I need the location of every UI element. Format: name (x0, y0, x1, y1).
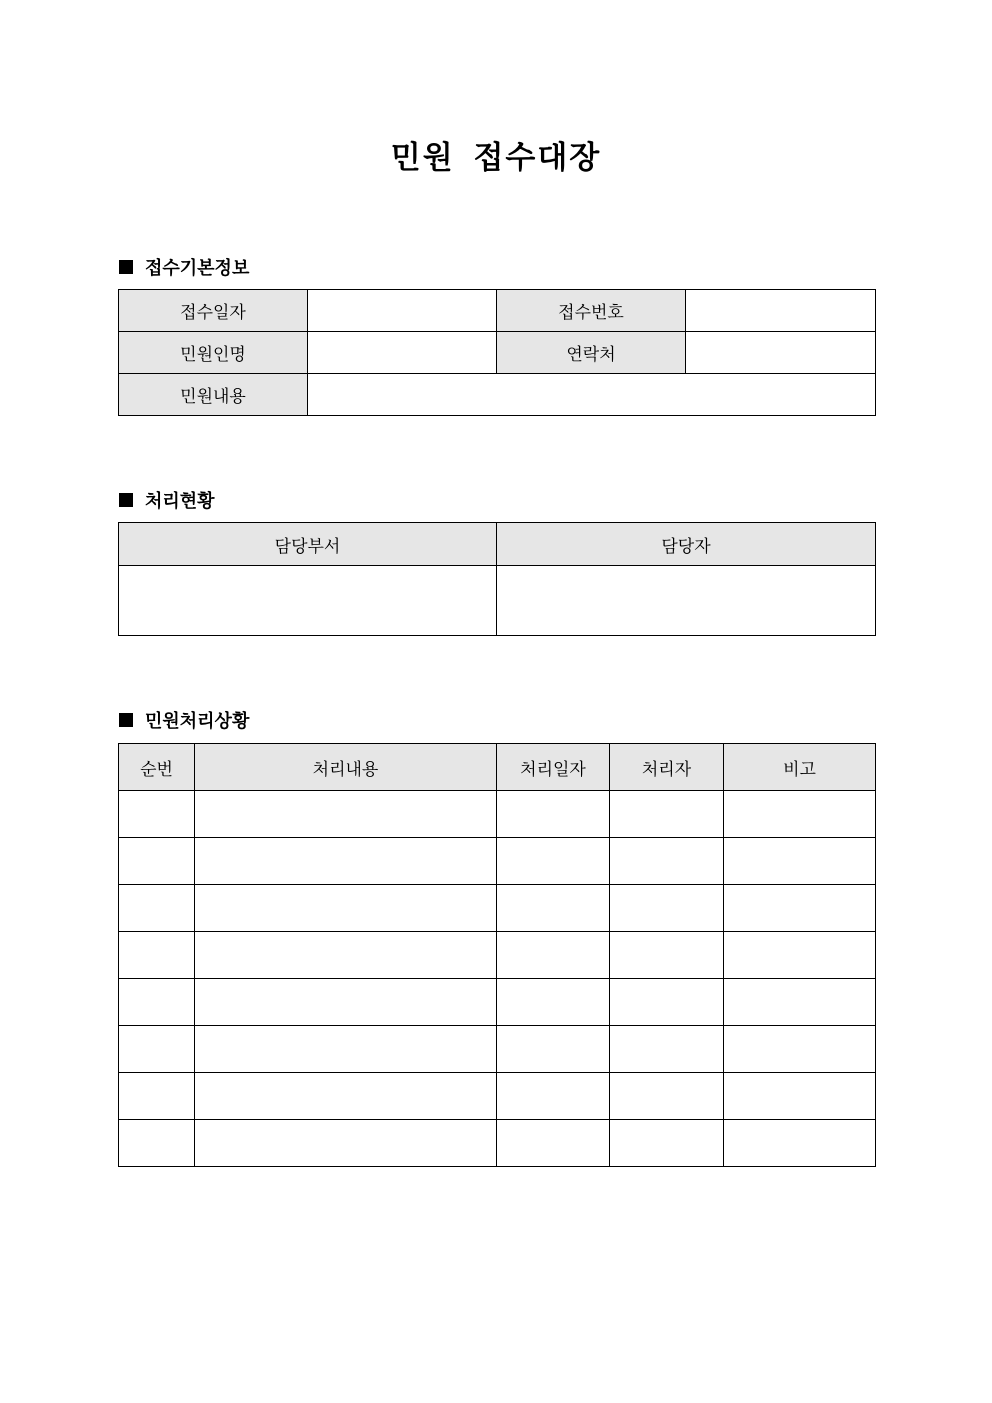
section-title: 민원처리상황 (145, 711, 250, 732)
person-in-charge-field[interactable] (497, 566, 876, 636)
process-date-cell[interactable] (497, 932, 610, 979)
remarks-cell[interactable] (724, 1026, 876, 1073)
processing-status-table (118, 522, 876, 636)
table-row (119, 838, 876, 885)
table-row (119, 885, 876, 932)
process-date-cell[interactable] (497, 979, 610, 1026)
processor-cell[interactable] (610, 838, 724, 885)
square-bullet-icon (119, 493, 133, 507)
seq-cell[interactable] (119, 979, 195, 1026)
seq-cell[interactable] (119, 1120, 195, 1167)
process-date-cell[interactable] (497, 1120, 610, 1167)
process-content-cell[interactable] (195, 885, 497, 932)
seq-header: 순번 (119, 744, 195, 791)
remarks-header: 비고 (724, 744, 876, 791)
square-bullet-icon (119, 713, 133, 727)
seq-cell[interactable] (119, 932, 195, 979)
section-heading-basic-info (119, 254, 249, 280)
receipt-number-field[interactable] (686, 290, 876, 332)
process-content-cell[interactable] (195, 1073, 497, 1120)
remarks-cell[interactable] (724, 838, 876, 885)
receipt-date-label: 접수일자 (119, 290, 308, 332)
table-row (119, 1026, 876, 1073)
remarks-cell[interactable] (724, 1073, 876, 1120)
process-date-cell[interactable] (497, 1073, 610, 1120)
applicant-name-label: 민원인명 (119, 332, 308, 374)
remarks-cell[interactable] (724, 932, 876, 979)
processor-cell[interactable] (610, 1026, 724, 1073)
section-title: 처리현황 (145, 491, 215, 512)
section-heading-processing-status (119, 487, 215, 513)
square-bullet-icon (119, 260, 133, 274)
section-heading-complaint-progress (119, 707, 249, 733)
table-row (119, 1073, 876, 1120)
seq-cell[interactable] (119, 885, 195, 932)
receipt-number-label: 접수번호 (497, 290, 686, 332)
complaint-content-field[interactable] (308, 374, 876, 416)
process-content-cell[interactable] (195, 791, 497, 838)
table-row (119, 932, 876, 979)
remarks-cell[interactable] (724, 885, 876, 932)
process-date-cell[interactable] (497, 1026, 610, 1073)
table-row (119, 791, 876, 838)
seq-cell[interactable] (119, 1026, 195, 1073)
page-title: 민원 접수대장 (390, 140, 602, 176)
seq-cell[interactable] (119, 838, 195, 885)
seq-cell[interactable] (119, 791, 195, 838)
process-date-cell[interactable] (497, 791, 610, 838)
process-content-cell[interactable] (195, 932, 497, 979)
receipt-date-field[interactable] (308, 290, 497, 332)
department-header: 담당부서 (119, 523, 497, 566)
processor-cell[interactable] (610, 791, 724, 838)
department-field[interactable] (119, 566, 497, 636)
basic-info-table (118, 289, 876, 416)
applicant-name-field[interactable] (308, 332, 497, 374)
contact-field[interactable] (686, 332, 876, 374)
seq-cell[interactable] (119, 1073, 195, 1120)
process-content-cell[interactable] (195, 1026, 497, 1073)
process-date-header: 처리일자 (497, 744, 610, 791)
section-title: 접수기본정보 (145, 258, 250, 279)
remarks-cell[interactable] (724, 979, 876, 1026)
processor-cell[interactable] (610, 885, 724, 932)
process-content-cell[interactable] (195, 979, 497, 1026)
process-date-cell[interactable] (497, 838, 610, 885)
table-row (119, 979, 876, 1026)
process-content-cell[interactable] (195, 838, 497, 885)
remarks-cell[interactable] (724, 1120, 876, 1167)
table-row (119, 1120, 876, 1167)
processor-header: 처리자 (610, 744, 724, 791)
remarks-cell[interactable] (724, 791, 876, 838)
processor-cell[interactable] (610, 932, 724, 979)
processor-cell[interactable] (610, 1120, 724, 1167)
complaint-content-label: 민원내용 (119, 374, 308, 416)
process-content-header: 처리내용 (195, 744, 497, 791)
process-content-cell[interactable] (195, 1120, 497, 1167)
complaint-progress-table (118, 743, 876, 1167)
process-date-cell[interactable] (497, 885, 610, 932)
processor-cell[interactable] (610, 1073, 724, 1120)
person-in-charge-header: 담당자 (497, 523, 876, 566)
contact-label: 연락처 (497, 332, 686, 374)
processor-cell[interactable] (610, 979, 724, 1026)
